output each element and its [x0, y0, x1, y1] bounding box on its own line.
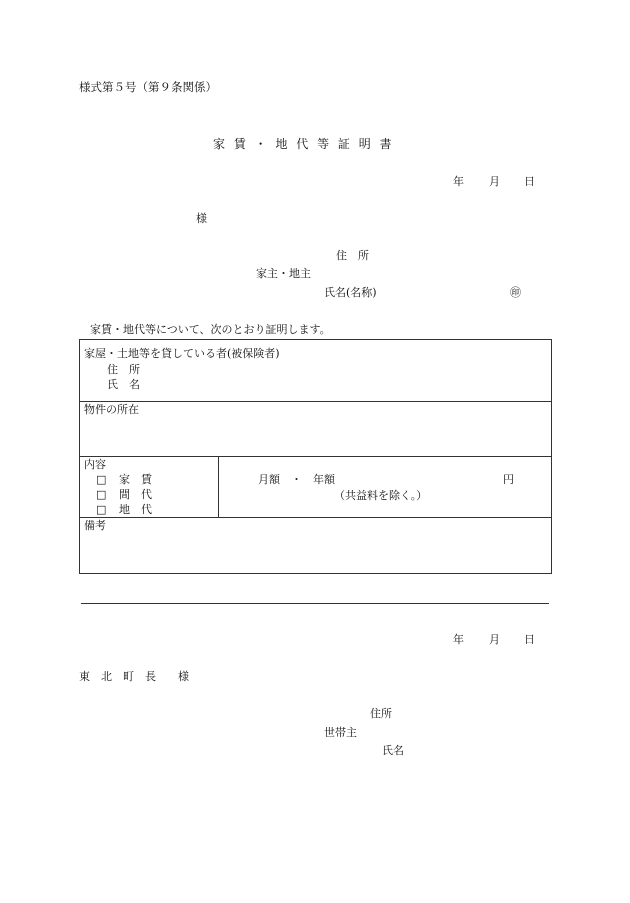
landlord-address-label: 住 所 — [336, 249, 369, 262]
table-divider-3 — [79, 517, 552, 518]
checkbox-rent[interactable]: □ — [96, 473, 107, 486]
lessor-name-label: 氏 名 — [107, 378, 140, 391]
amount-label: 月額 ・ 年額 — [258, 473, 335, 486]
form-number: 様式第５号（第９条関係） — [79, 80, 217, 94]
mayor-addressee: 東 北 町 長 様 — [79, 670, 189, 683]
date-day-label: 日 — [524, 175, 535, 188]
household-head-label: 世帯主 — [324, 726, 357, 739]
household-name-label: 氏名 — [382, 744, 404, 757]
table-divider-2 — [79, 456, 552, 457]
common-fee-note: （共益料を除く。） — [334, 489, 428, 502]
checkbox-room-rent[interactable]: □ — [96, 488, 107, 501]
household-address-label: 住所 — [370, 707, 392, 720]
certification-statement: 家賃・地代等について、次のとおり証明します。 — [90, 323, 331, 336]
section-separator — [81, 603, 549, 604]
checkbox-land-rent[interactable]: □ — [96, 503, 107, 516]
table-divider-1 — [79, 401, 552, 402]
lessor-heading: 家屋・土地等を貸している者(被保険者) — [84, 347, 280, 360]
bottom-date-month-label: 月 — [489, 633, 500, 646]
content-column-divider — [218, 456, 219, 517]
option-land-rent-label: 地 代 — [119, 503, 152, 516]
document-title: 家 賃 ・ 地 代 等 証 明 書 — [213, 137, 395, 151]
lessor-address-label: 住 所 — [107, 363, 140, 376]
date-year-label: 年 — [453, 175, 464, 188]
landlord-role-label: 家主・地主 — [256, 267, 311, 280]
yen-unit: 円 — [503, 473, 514, 486]
bottom-date-day-label: 日 — [524, 633, 535, 646]
bottom-date-year-label: 年 — [453, 633, 464, 646]
option-room-rent-label: 間 代 — [119, 488, 152, 501]
date-month-label: 月 — [489, 175, 500, 188]
landlord-name-label: 氏名(名称) — [324, 286, 377, 299]
seal-mark: ㊞ — [510, 286, 521, 299]
content-label: 内容 — [84, 458, 106, 471]
addressee-honorific: 様 — [196, 212, 207, 225]
remarks-label: 備考 — [84, 519, 106, 532]
property-location-label: 物件の所在 — [84, 403, 139, 416]
option-rent-label: 家 賃 — [119, 473, 152, 486]
